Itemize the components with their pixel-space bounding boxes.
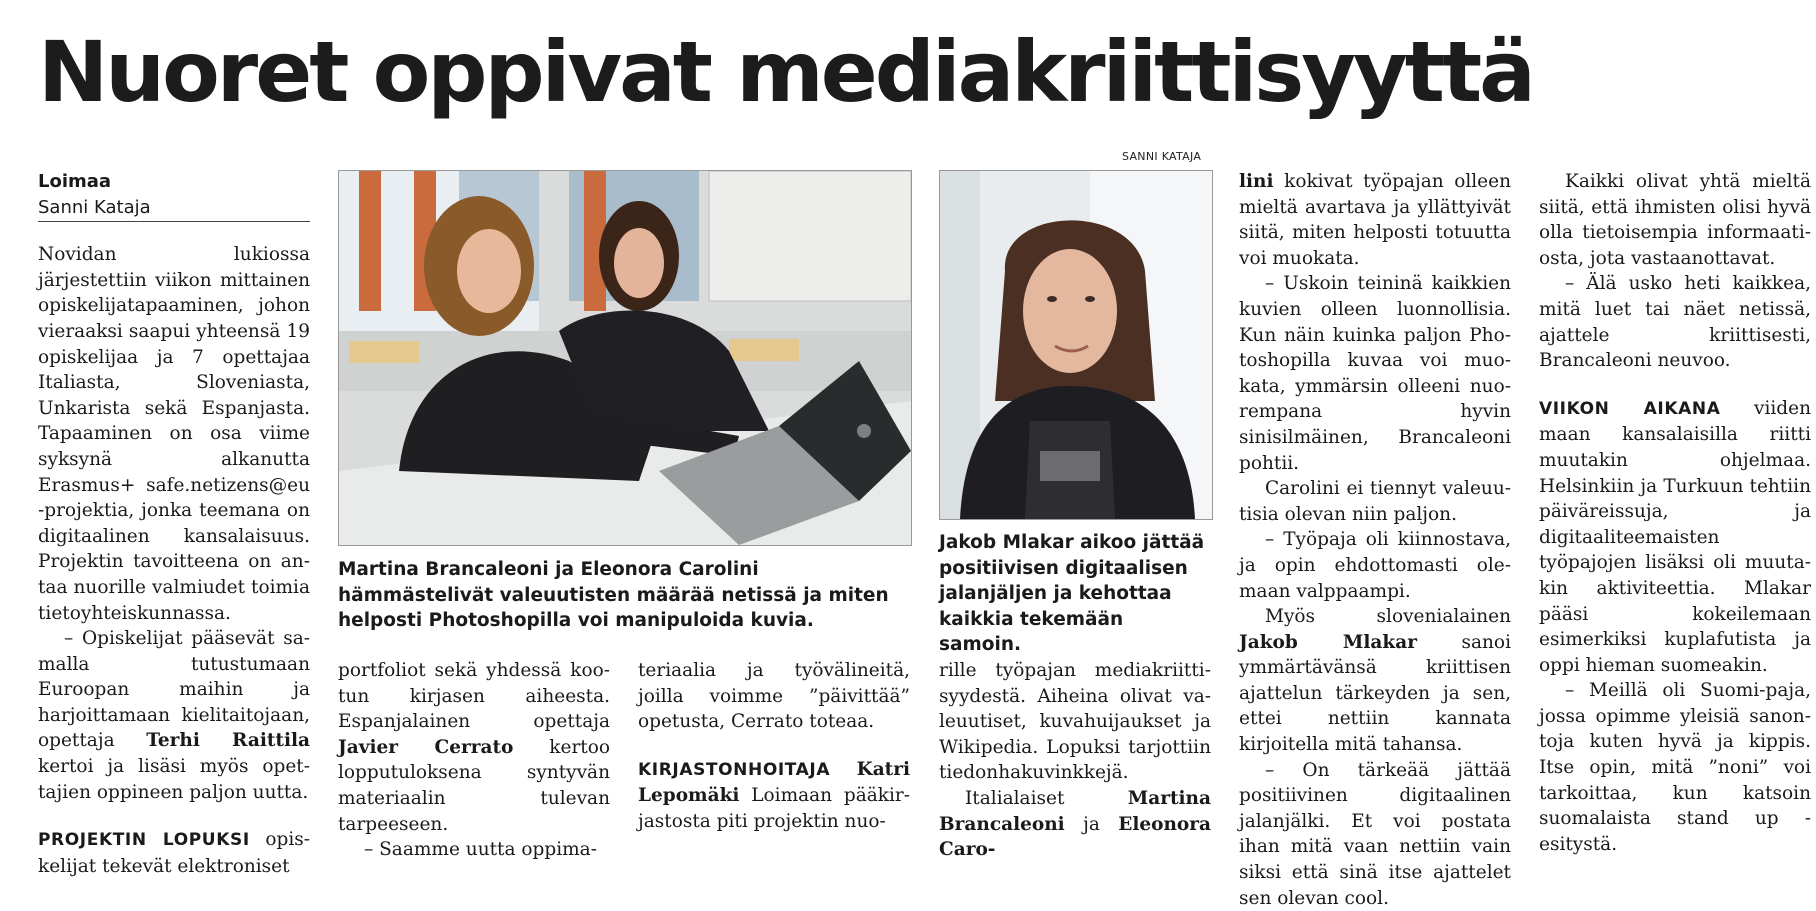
article-column-2 [338,658,610,863]
paragraph: – Älä usko heti kaikkea, mitä luet tai näet netissä, ajattele kriittisesti, Brancaleoni neuvoo. [1539,273,1811,372]
article-column-3 [638,658,910,835]
paragraph: Kaikki olivat yhtä mieltä siitä, että ihmisten olisi hyvä olla tietoisempia informaatiosta, jota vastaanottavat. [1539,171,1811,269]
paragraph: portfoliot sekä yhdessä kootun kirjasen aiheesta. Espanjalainen opettaja Javier Cerrato kertoo lopputuloksena syntyvän materiaalin tulevan tarpeeseen. [338,660,610,835]
paragraph: Carolini ei tiennyt valeuutisia olevan niin paljon. [1239,478,1511,525]
byline-place: Loimaa [38,171,112,192]
person-name: lini [1239,171,1274,192]
photo-caption-1: Martina Brancaleoni ja Eleonora Carolini hämmästelivät valeuutisten määrää netissä ja miten helposti Photoshopilla voi manipuloida kuvia. [338,559,889,631]
paragraph: – On tärkeää jättää positiivinen digitaalinen jalanjälki. Et voi postata ihan mitä vaan nettiin vain siksi että sinä itse ajattelet sen olevan cool. [1239,759,1511,909]
paragraph: rille työpajan mediakriittisyydestä. Aiheina olivat valeuutiset, kuvahuijaukset ja Wikipedia. Lopuksi tarjottiin tiedonhakuvinkkejä. [939,660,1211,784]
paragraph: Italialaiset Martina Brancaleoni ja Eleonora Caro- [939,787,1211,861]
paragraph: – Opiskelijat pääsevät samalla tutustumaan Euroopan maihin ja harjoittamaan kielitaitojaan, opettaja Terhi Raittila kertoi ja lisäsi myös opettajien oppineen paljon uutta. [38,628,310,803]
photo-jakob-mlakar [939,170,1213,520]
paragraph: teriaalia ja työvälineitä, joilla voimme ”päivittää” opetusta, Cerrato toteaa. [638,660,910,733]
photo-caption-2: Jakob Mlakar aikoo jättää positiivisen digitaalisen jalanjäljen ja kehottaa kaikkia tekemään samoin. [939,532,1205,655]
photo-credit: SANNI KATAJA [1122,150,1202,163]
paragraph: VIIKON AIKANA viiden maan kansalaisilla riitti muutakin ohjelmaa. Helsinkiin ja Turkuun tehtiin päiväreissuja, ja digitaaliteemaisten työpajojen lisäksi oli muutakin aktiviteettia. Mlakar pääsi kokeilemaan esimerkiksi kuplafutista ja oppi hieman suomeakin. [1539,397,1811,676]
paragraph: – Työpaja oli kiinnostava, ja opin ehdottomasti olemaan valppaampi. [1239,529,1511,602]
headline: Nuoret oppivat mediakriittisyyttä [38,23,1533,121]
byline-author: Sanni Kataja [38,196,151,218]
article-column-1 [38,169,310,879]
person-name: Javier Cerrato [338,736,514,758]
person-name: Katri Lepomäki [638,758,910,807]
person-name: Eleonora Caro- [939,813,1211,861]
person-name: Terhi Raittila [146,730,310,752]
article-column-6 [1539,169,1811,857]
article-column-5 [1239,169,1511,911]
subheading: KIRJASTONHOITAJA [638,759,831,780]
paragraph: Novidan lukiossa järjestettiin viikon mittainen opiskelijatapaaminen, johon vieraaksi saapui yhteensä 19 opiskelijaa ja 7 opettajaa Italiasta, Sloveniasta, Unkarista sekä Espanjasta. Tapaaminen on osa viime syksynä alkanutta Erasmus+ safe.netizens@eu -projektia, jonka teemana on digitaalinen kansalaisuus. Projektin tavoitteena on antaa nuorille valmiudet toimia tietoyhteiskunnassa. [38,244,310,624]
paragraph: – Saamme uutta oppima- [364,839,597,861]
paragraph: – Uskoin teininä kaikkien kuvien olleen luonnollisia. Kun näin kuinka paljon Photoshopilla kuvaa voi muokata, ymmärsin olleeni nuorempana hyvin sinisilmäinen, Brancaleoni pohtii. [1239,273,1511,474]
paragraph: PROJEKTIN LOPUKSI opiskelijat tekevät elektroniset [38,829,310,877]
byline-rule [38,221,310,222]
photo-students-laptop [338,170,912,546]
subheading: PROJEKTIN LOPUKSI [38,830,250,851]
paragraph: KIRJASTONHOITAJA Katri Lepomäki Loimaan pääkirjastosta piti projektin nuo- [638,758,910,832]
paragraph: Myös slovenialainen Jakob Mlakar sanoi ymmärtävänsä kriittisen ajattelun tärkeyden ja sen, ettei nettiin kannata kirjoitella mitä tahansa. [1239,606,1511,756]
subheading: VIIKON AIKANA [1539,398,1721,419]
paragraph: – Meillä oli Suomi-paja, jossa opimme yleisiä sanontoja kuten hyvä ja kippis. Itse opin, mitä ”noni” voi tarkoittaa, kun katsoin suomalaista stand up -esitystä. [1539,680,1811,855]
paragraph: lini kokivat työpajan olleen mieltä avartava ja yllättyivät siitä, miten helposti totuutta voi muokata. [1239,171,1511,269]
person-name: Jakob Mlakar [1239,631,1417,653]
article-column-4 [939,658,1211,863]
person-name: Martina Brancaleoni [939,787,1211,835]
